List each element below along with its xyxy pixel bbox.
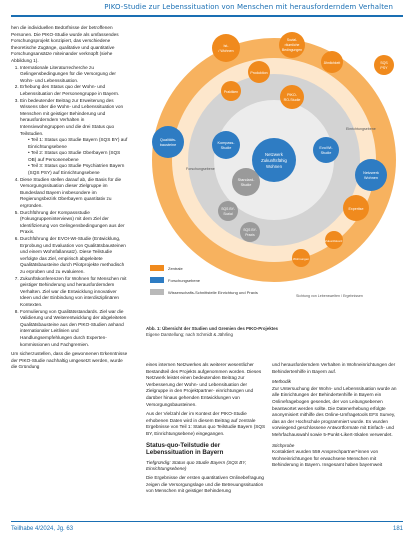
node-label: Produktion [250,71,268,75]
node-label: Studie [240,183,252,187]
legend-swatch-orange [150,265,164,271]
node-label: Wohnen [363,176,379,180]
ring-label-right: Einrichtungsebene [346,127,376,131]
study-list [11,65,129,349]
node-label: Netzwerk [363,171,379,175]
list-item: 8. Formulierung von Qualitätsstandards. Ziel war die Validierung und Weiterentwicklung der abgeleiteten Qualitätsbausteine aus den PIKO-Studien anhand internationaler Leitlinien und Handlungsempfehlungen durch Experten-kommissionen und Fachgremien. [20,309,129,349]
node-kompass [212,131,240,159]
center-label-2: Zukunftsfähig [261,158,287,163]
list-item [20,98,129,177]
node-label: Studie [220,146,232,150]
node-label: Praxis [245,233,255,237]
caption-title: Abb. 1: Übersicht der Studien und Gremien des PIKO-Projektes [146,326,278,331]
list-item-text: Ein bedeutender Beitrag zur Erweiterung des Wissens über die Wohn- und Lebenssituation von Menschen mit geistiger Behinderung und herausforderndem Verhalten in Intensivwohngruppen und die drei Status quo Teilstudien. [20,97,124,136]
node-netzwerk [355,159,387,191]
node-label: Ist- [223,44,229,48]
legend-label: Zentrale [168,266,183,271]
node-label: SQS BY- [221,207,235,211]
page-footer [11,521,403,539]
journal-citation: Teilhabe 4/2024, Jg. 63 [11,526,74,532]
running-title: PIKO-Studie zur Lebenssituation von Menschen mit herausforderndem Verhalten [104,3,393,11]
node-sqs-psy [374,55,394,75]
project-overview-figure [146,25,403,335]
node-label: Zukunftskonf. [324,239,344,243]
paragraph: Die Ergebnisse der ersten quantitativen Onlinebefragung zeigen die Versorgungslage und die Betreuungssituation von Menschen mit geistiger Behinderung [146,474,265,494]
node-label: Studie [320,151,332,155]
paragraph: Aus der Vielzahl der im Kontext der PIKO-Studie erhobenen Daten wird in diesem Beitrag auf zentrale Ergebnisse von Teil 1: Status quo Teilstudie Bayern (SQS BY, Einrichtungsebene) eingegangen. [146,411,266,436]
node-piko-ro [280,85,304,109]
node-label: Praktiken [223,90,239,94]
list-item: 6. Durchführung der EVOI-WI-Studie (Entwicklung, Erprobung und Evaluation von Qualitätsbausteinen und einem Wohnfallansatz). Diese Teilstudie verfolgte das Ziel, empirisch abgeleitete Qualitätsbausteine durch Pilotprojekte methodisch zu erproben und zu evaluieren. [20,236,129,276]
node-standard [232,168,260,196]
node-sqs-by [240,222,260,242]
paragraph: und herausforderndem Verhalten in Wohneinrichtungen der Behindertenhilfe in Bayern auf. [272,362,396,374]
node-label: RO-Studie [283,98,301,102]
node-sqs-ob [218,201,238,221]
legend-note: Sichtung von Lebenswelten / Ergebnissen [296,294,363,298]
node-label: Evo/Wi- [319,146,333,150]
sub-bullet-list [20,137,129,177]
node-label: Bedingungen [282,48,302,52]
legend-swatch-blue [150,277,164,283]
text-column-right [272,362,403,469]
node-label: Sozial [223,212,233,216]
sub-bullet: • Teil 3: Status quo Studie Psychiatrien Bayern (SQS PSY) auf Einrichtungsebene [28,163,129,176]
center-label-3: Wohnen [266,164,282,169]
text-column-left [11,25,129,371]
sub-bullet: • Teil 2: Status quo Studie Oberbayern (SQS OB) auf Personenebene [28,150,129,163]
node-label: räumliche [284,43,300,47]
project-diagram [146,25,403,325]
footer-rule [11,521,403,522]
intro-paragraph: hen die individuellen Bedürfnisse der betroffenen Personen. Die PIKO-Studie wurde als umfassendes Forschungsprojekt konzipiert, das verschiedene theoretische Zugänge, qualitative und quantitative Forschungsansätze miteinander verknüpft (siehe Abbildung 1). [11,25,119,63]
node-label: Expertise [348,207,364,211]
paragraph: eines internen Netzwerkes als weiterer wesentlicher Bestandteil des Projekts aufgenommen worden. Dieses Netzwerk leistet einen bedeutenden Beitrag zur Verbesserung der Wohn- und Lebensituation der Zielgruppe in den Projektpartner- einrichtungen und darüber hinaus gehenden Entwicklungen von Versorgungsbausteinen. [146,362,262,407]
list-item: 4. Diese Studien stellen darauf ab, die Basis für die Versorgungssituation dieser Zielgruppe im Bundesland Bayern insbesondere im Regierungsbezirk Oberbayern quantitativ zu ergründen. [20,177,129,210]
node-qualitaetsbausteine [152,126,184,158]
node-label: Qualitäts- [159,138,177,142]
list-item: 1. Internationale Literaturrecherche zu Gelingensbedingungen für die Versorgung der Wohn- und Lebenssituation. [20,65,129,85]
ring-label-left: Forschungsebene [186,167,215,171]
node-label: Kompass- [217,141,235,145]
list-item: 5. Durchführung der Kompassstudie (Fokusgruppeninterviews) mit dem Ziel der Identifizierung von Gelingensbedingungen aus der Praxis. [20,210,129,236]
node-label: Ähnlichkeit [323,61,341,65]
node-label: / Wohnen [218,49,234,53]
node-label: PSY [380,66,388,70]
header-rule [11,15,403,17]
text-column-middle [146,362,267,495]
subheading: Tiefgründig: Status quo Studie Bayern (SQS BY, Einrichtungsebene) [146,459,247,472]
legend-label: Forschungsebene [168,278,201,283]
page-header [0,0,413,20]
subheading: Stichprobe [272,442,295,448]
paragraph: Kontaktiert wurden 559 Ansprechpartner*innen von Wohneinrichtungen für erwachsene Menschen mit Behinderung in Bayern. Insgesamt haben bayernweit [272,449,383,468]
list-item: 2. Erhebung des Status quo der Wohn- und Lebenssituation der Personengruppe in Bayern. [20,84,129,97]
section-heading: Status-quo-Teilstudie der Lebenssituation in Bayern [146,441,224,457]
node-label: bausteine [159,143,177,147]
node-label: PIKO- [287,93,297,97]
node-label: Standard- [237,178,255,182]
legend-swatch-gray [150,289,164,295]
node-label: SQS [380,61,388,65]
sub-bullet: • Teil 1: Status quo Studie Bayern (SQS BY) auf Einrichtungsebene [28,137,129,150]
node-label: Wohnungen [292,257,310,261]
page-number: 181 [392,526,403,532]
node-evowi [313,137,339,163]
legend-label: Wissenschafts-Schnittstelle Einrichtung und Praxis [168,290,258,295]
node-label: Sozial- [286,38,298,42]
outro-paragraph: Um sicherzustellen, dass die gewonnenen Erkenntnisse der PIKO-Studie nachhaltig umgesetzt werden, wurde die Gründung [11,351,128,370]
list-item: 7. Zukunftskonferenzen für Wohnen für Menschen mit geistiger Behinderung und herausforderndem Verhalten. Ziel war die Entwicklung innovativer Ideen und der Einbindung von interdisziplinären Kontexten. [20,276,129,309]
figure-caption [146,326,403,338]
subheading: Methodik [272,379,292,385]
paragraph: Zur Untersuchung der Wohn- und Lebenssituation wurde an alle Einrichtungen der Behindertenhilfe in Bayern ein Onlinefragebogen gesendet, der von Leitungsebenen beantwortet werden sollte. Die Datenerhebung erfolgte anonymisiert mithilfe des Online-Umfragetools EFS Survey, das an der Hochschule programmiert wurde. Es wurden vorwiegend geschlossene Antwortformate mit Einfach- und Mehrfachauswahl sowie 5-Punkt-Likert-Skalen verwendet. [272,385,397,437]
node-label: SQS BY- [243,228,257,232]
node-top-left [212,34,240,62]
center-label-1: Netzwerk [265,152,283,157]
caption-source: Eigene Darstellung; nach Schmidt & Jährling [146,331,233,337]
